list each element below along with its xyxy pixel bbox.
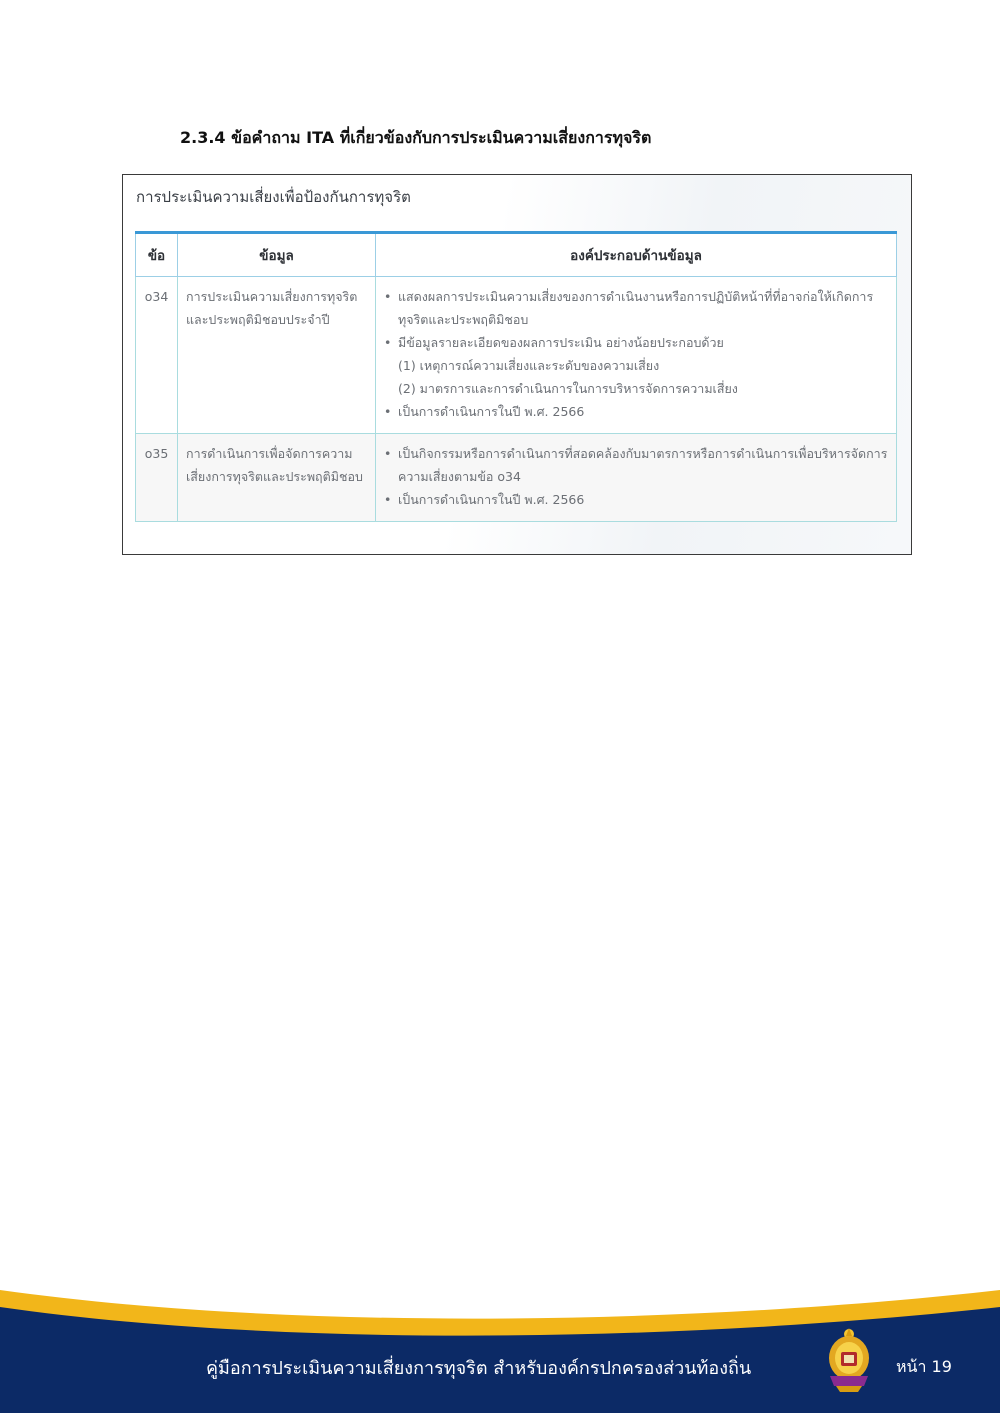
row-components <box>376 434 897 522</box>
local-government-emblem-icon <box>824 1326 874 1394</box>
bullet-item <box>384 331 888 400</box>
table-header-row <box>136 233 897 277</box>
sub-item: (1) เหตุการณ์ความเสี่ยงและระดับของความเสี่ยง <box>398 358 660 373</box>
sub-item: (2) มาตรการและการดำเนินการในการบริหารจัดการความเสี่ยง <box>398 381 738 396</box>
header-no: ข้อ <box>136 233 178 277</box>
ita-screenshot-card <box>122 174 912 555</box>
ita-table <box>135 231 897 522</box>
bullet-item: • เป็นการดำเนินการในปี พ.ศ. 2566 <box>384 400 888 423</box>
bullet-item: • แสดงผลการประเมินความเสี่ยงของการดำเนินงานหรือการปฏิบัติหน้าที่ที่อาจก่อให้เกิดการทุจริตและประพฤติมิชอบ <box>384 285 888 331</box>
footer-title: คู่มือการประเมินความเสี่ยงการทุจริต สำหรับองค์กรปกครองส่วนท้องถิ่น <box>206 1358 752 1379</box>
header-components: องค์ประกอบด้านข้อมูล <box>376 233 897 277</box>
header-info: ข้อมูล <box>178 233 376 277</box>
section-heading: 2.3.4 ข้อคำถาม ITA ที่เกี่ยวข้องกับการประเมินความเสี่ยงการทุจริต <box>180 128 652 147</box>
row-info: การดำเนินการเพื่อจัดการความเสี่ยงการทุจริตและประพฤติมิชอบ <box>178 434 376 522</box>
row-info: การประเมินความเสี่ยงการทุจริตและประพฤติมิชอบประจำปี <box>178 277 376 434</box>
bullet-item: • เป็นการดำเนินการในปี พ.ศ. 2566 <box>384 488 888 511</box>
row-components <box>376 277 897 434</box>
page-number: หน้า 19 <box>896 1357 952 1376</box>
bullet-item: • เป็นกิจกรรมหรือการดำเนินการที่สอดคล้องกับมาตรการหรือการดำเนินการเพื่อบริหารจัดการความเสี่ยงตามข้อ o34 <box>384 442 888 488</box>
card-title: การประเมินความเสี่ยงเพื่อป้องกันการทุจริต <box>136 188 411 206</box>
bullet-text: มีข้อมูลรายละเอียดของผลการประเมิน อย่างน้อยประกอบด้วย <box>398 335 724 350</box>
table-row <box>136 277 897 434</box>
table-row <box>136 434 897 522</box>
row-number: o35 <box>136 434 178 522</box>
row-number: o34 <box>136 277 178 434</box>
